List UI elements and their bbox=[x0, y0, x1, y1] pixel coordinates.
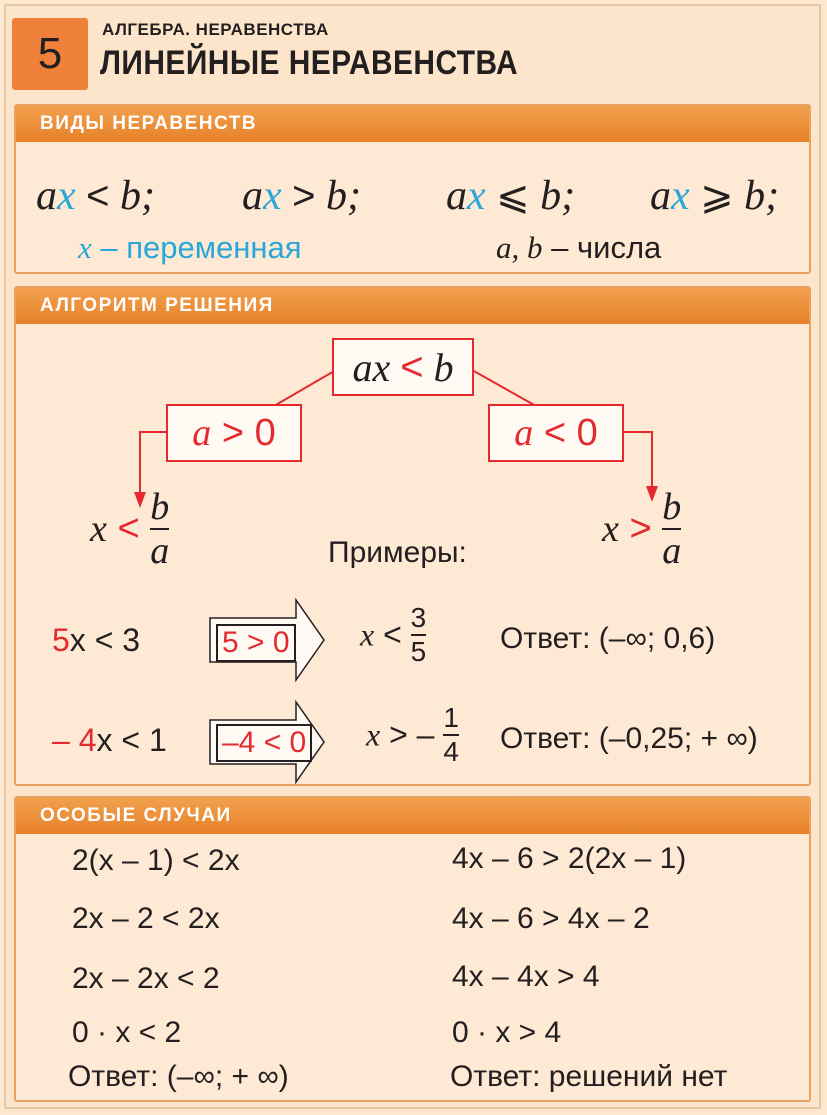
special-left-answer: Ответ: (–∞; + ∞) bbox=[68, 1060, 289, 1093]
term-b: b; bbox=[540, 173, 576, 219]
cond-var: a bbox=[514, 412, 534, 454]
condition-positive bbox=[166, 404, 302, 462]
numerator: 3 bbox=[410, 602, 427, 633]
variable-note-text: – переменная bbox=[100, 230, 302, 265]
op: > bbox=[292, 174, 316, 218]
op: ⩾ bbox=[700, 174, 734, 218]
connector-left bbox=[274, 370, 336, 406]
inequality-ge bbox=[650, 172, 779, 220]
topic-title: ЛИНЕЙНЫЕ НЕРАВЕНСТВА bbox=[100, 44, 519, 82]
example-2-inequality bbox=[52, 722, 167, 759]
denominator: a bbox=[150, 530, 170, 572]
special-left-2: 2x – 2 < 2x bbox=[72, 902, 220, 935]
special-right-answer: Ответ: решений нет bbox=[450, 1060, 728, 1093]
numerator: 1 bbox=[443, 702, 459, 733]
coef-a: a bbox=[446, 173, 467, 219]
special-right-1: 4x – 6 > 2(2x – 1) bbox=[452, 842, 687, 875]
term-b: b; bbox=[120, 173, 156, 219]
section-special-title: ОСОБЫЕ СЛУЧАИ bbox=[16, 798, 809, 834]
op: ⩽ bbox=[496, 174, 530, 218]
example-2-result bbox=[366, 704, 459, 766]
var-x: x bbox=[467, 173, 486, 219]
example-2-answer: Ответ: (–0,25; + ∞) bbox=[500, 722, 758, 755]
subject-title: АЛГЕБРА. НЕРАВЕНСТВА bbox=[102, 20, 329, 39]
result-op: < bbox=[117, 507, 140, 550]
vars-ab: a, b bbox=[496, 230, 543, 265]
inequality-lt bbox=[36, 172, 155, 220]
var-x: x bbox=[671, 173, 690, 219]
result-fraction bbox=[411, 604, 427, 666]
var-x: x bbox=[78, 230, 92, 265]
numerator: b bbox=[150, 486, 170, 528]
coef-a: a bbox=[650, 173, 671, 219]
root-inequality bbox=[332, 338, 474, 396]
result-op: < bbox=[383, 616, 402, 653]
example-1-answer: Ответ: (–∞; 0,6) bbox=[500, 622, 716, 655]
arrow-right-line bbox=[624, 432, 652, 488]
example-coef: 5 bbox=[52, 622, 70, 658]
section-algorithm bbox=[14, 286, 811, 786]
example-1-result bbox=[360, 604, 426, 666]
special-left-3: 2x – 2x < 2 bbox=[72, 962, 220, 995]
numbers-note bbox=[496, 230, 661, 266]
result-var: x bbox=[90, 508, 107, 550]
result-left bbox=[90, 488, 169, 570]
var-x: x bbox=[263, 173, 282, 219]
denominator: a bbox=[662, 530, 682, 572]
section-types-title: ВИДЫ НЕРАВЕНСТВ bbox=[16, 106, 809, 142]
result-var: x bbox=[366, 716, 381, 753]
special-right-2: 4x – 6 > 4x – 2 bbox=[452, 902, 650, 935]
special-left-4: 0 · x < 2 bbox=[72, 1016, 182, 1049]
result-op: > bbox=[389, 716, 408, 753]
coef-a: a bbox=[36, 173, 57, 219]
denominator: 5 bbox=[410, 636, 427, 667]
section-special bbox=[14, 796, 811, 1102]
example-1-inequality bbox=[52, 622, 140, 659]
special-left-1: 2(x – 1) < 2x bbox=[72, 844, 240, 877]
result-fraction bbox=[443, 704, 459, 766]
numbers-note-text: – числа bbox=[551, 230, 662, 265]
section-algorithm-title: АЛГОРИТМ РЕШЕНИЯ bbox=[16, 288, 809, 324]
lesson-number: 5 bbox=[12, 18, 88, 90]
special-right-4: 0 · x > 4 bbox=[452, 1016, 562, 1049]
coef-a: a bbox=[242, 173, 263, 219]
denominator: 4 bbox=[443, 736, 459, 767]
examples-label: Примеры: bbox=[328, 536, 467, 569]
term-b: b; bbox=[744, 173, 780, 219]
special-right-3: 4x – 4x > 4 bbox=[452, 960, 600, 993]
arrow-left-line bbox=[140, 432, 168, 494]
result-right bbox=[602, 488, 681, 570]
numerator: b bbox=[662, 486, 682, 528]
result-var: x bbox=[602, 508, 619, 550]
fraction-b-over-a bbox=[150, 488, 169, 570]
connector-right bbox=[472, 370, 536, 406]
inequality-gt bbox=[242, 172, 361, 220]
op: < bbox=[86, 174, 110, 218]
example-rest: x < 1 bbox=[96, 722, 167, 758]
cond-val: 0 bbox=[576, 411, 598, 454]
cond-var: a bbox=[192, 412, 212, 454]
root-op: < bbox=[400, 344, 424, 389]
result-var: x bbox=[360, 616, 375, 653]
result-sign: – bbox=[416, 716, 435, 753]
result-op: > bbox=[629, 507, 652, 550]
term-b: b; bbox=[326, 173, 362, 219]
var-x: x bbox=[57, 173, 76, 219]
inequality-le bbox=[446, 172, 575, 220]
root-right: b bbox=[433, 344, 454, 390]
fraction-b-over-a bbox=[662, 488, 681, 570]
root-left: ax bbox=[352, 344, 391, 390]
variable-note bbox=[78, 230, 302, 266]
example-2-condition: –4 < 0 bbox=[216, 724, 312, 762]
cond-op: < bbox=[543, 411, 567, 454]
example-1-condition: 5 > 0 bbox=[216, 624, 296, 662]
condition-negative bbox=[488, 404, 624, 462]
example-coef: – 4 bbox=[52, 722, 97, 758]
section-types bbox=[14, 104, 811, 274]
example-rest: x < 3 bbox=[69, 622, 141, 658]
cond-op: > bbox=[221, 411, 245, 454]
cond-val: 0 bbox=[254, 411, 276, 454]
